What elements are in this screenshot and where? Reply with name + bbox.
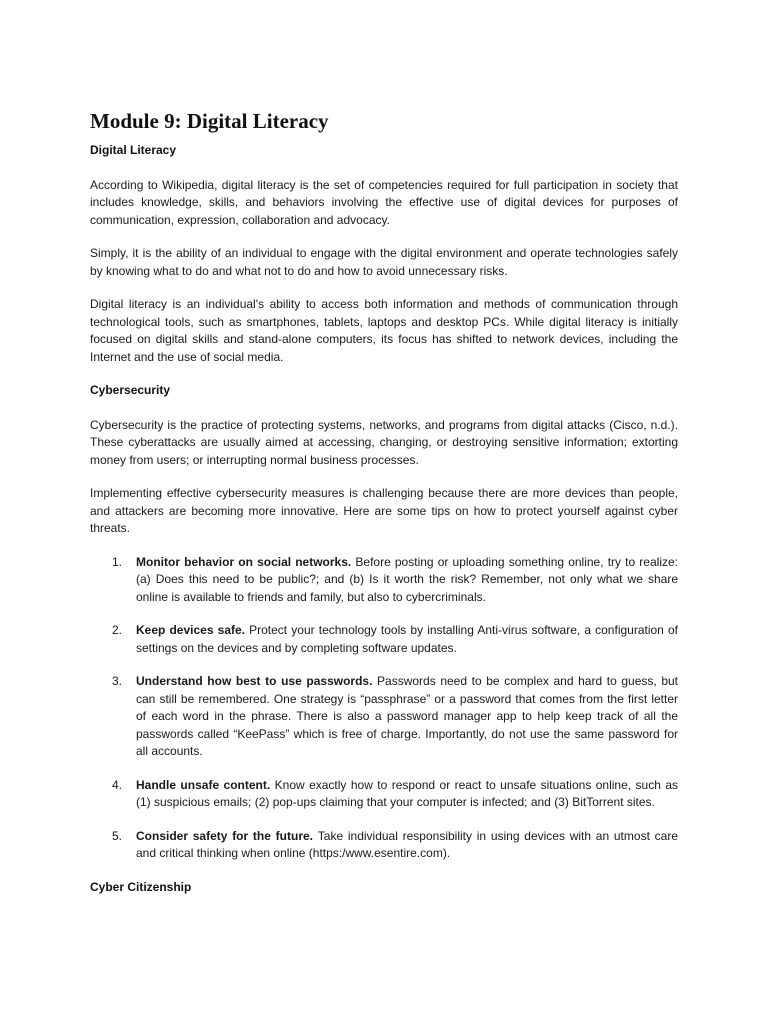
- section-heading-digital-literacy: Digital Literacy: [90, 143, 177, 157]
- document-page: [90, 108, 678, 896]
- section-heading-cybersecurity: Cybersecurity: [90, 383, 171, 397]
- cybersecurity-tips-list: [90, 554, 678, 863]
- list-item-number: 4.: [112, 777, 123, 792]
- list-item-number: 3.: [112, 674, 123, 688]
- list-item-title: Understand how best to use passwords.: [136, 674, 378, 688]
- list-item-text: Know exactly how to respond or react to unsafe situations online, such as (1) suspicious emails; (2) pop-ups claiming that your computer is infected; and (3) BitTorrent sites.: [136, 777, 678, 809]
- paragraph: Implementing effective cybersecurity measures is challenging because there are more devices than people, and attackers are becoming more innovative. Here are some tips on how to protect yourself against cyber threats.: [90, 486, 678, 535]
- list-item-text: Before posting or uploading something online, try to realize: (a) Does this need to be public?; and (b) Is it worth the risk? Remember, not only what we share online is available to friends and family, but also to cybercriminals.: [136, 554, 678, 604]
- list-item-title: Keep devices safe.: [136, 623, 250, 637]
- list-item-text: Take individual responsibility in using devices with an utmost care and critical thinking when online (https:/www.esentire.com).: [136, 828, 678, 860]
- module-title: Module 9: Digital Literacy: [90, 109, 329, 133]
- paragraph: According to Wikipedia, digital literacy is the set of competencies required for full participation in society that includes knowledge, skills, and behaviors involving the effective use of digital devices for purposes of communication, expression, collaboration and advocacy.: [90, 177, 678, 227]
- paragraph: Cybersecurity is the practice of protecting systems, networks, and programs from digital attacks (Cisco, n.d.). These cyberattacks are usually aimed at accessing, changing, or destroying sensitive information; extorting money from users; or interrupting normal business processes.: [90, 417, 678, 467]
- paragraph: Digital literacy is an individual's ability to access both information and methods of communication through technological tools, such as smartphones, tablets, laptops and desktop PCs. While digital literacy is initially focused on digital skills and stand-alone computers, its focus has shifted to network devices, including the Internet and the use of social media.: [90, 297, 678, 364]
- list-item-title: Monitor behavior on social networks.: [136, 554, 356, 569]
- list-item: [90, 828, 678, 863]
- list-item-number: 1.: [112, 554, 123, 569]
- list-item-text: Protect your technology tools by installing Anti-virus software, a configuration of settings on the devices and by completing software updates.: [136, 623, 678, 655]
- list-item-number: 5.: [112, 828, 123, 843]
- list-item-title: Handle unsafe content.: [136, 777, 275, 792]
- list-item-number: 2.: [112, 623, 123, 637]
- list-item: [90, 554, 678, 607]
- list-item-text: Passwords need to be complex and hard to guess, but can still be remembered. One strategy is “passphrase” or a password that comes from the first letter of each word in the phrase. There is also a password manager app to help keep track of all the passwords called “KeePass” which is free of charge. Importantly, do not use the same password for all accounts.: [136, 674, 679, 758]
- list-item-title: Consider safety for the future.: [136, 828, 318, 843]
- paragraph: Simply, it is the ability of an individual to engage with the digital environment and operate technologies safely by knowing what to do and what not to do and how to avoid unnecessary risks.: [90, 246, 678, 278]
- list-item: [90, 622, 678, 657]
- list-item: [90, 673, 678, 761]
- list-item: [90, 777, 678, 812]
- section-heading-cyber-citizenship: Cyber Citizenship: [90, 879, 192, 894]
